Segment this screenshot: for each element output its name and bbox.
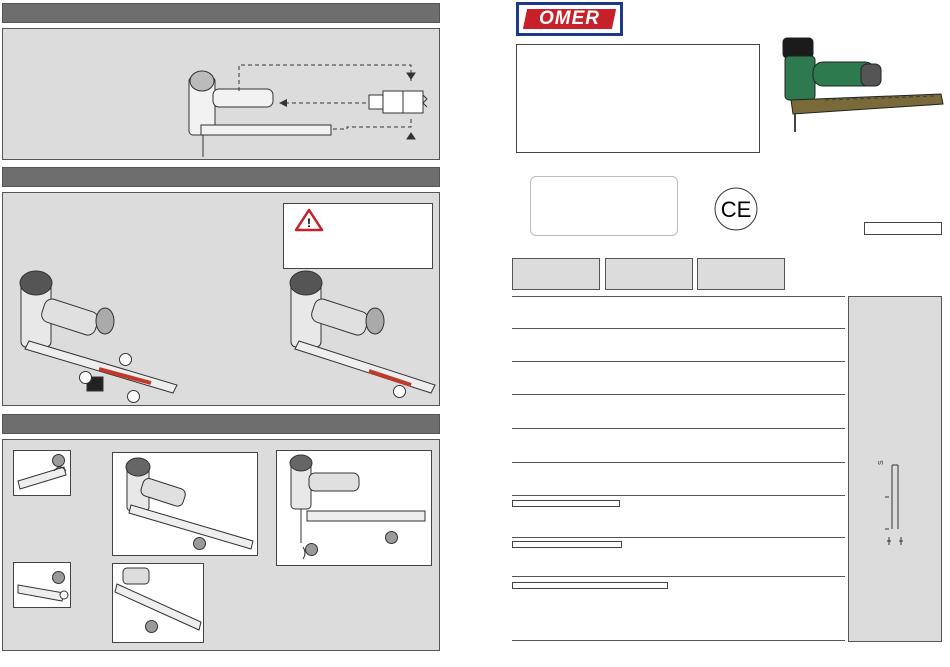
product-description-box (516, 44, 760, 153)
spec-row-divider (512, 462, 845, 463)
step-marker (52, 454, 65, 467)
svg-text:CE: CE (720, 197, 752, 222)
spec-row-divider (512, 296, 845, 297)
code-box (864, 222, 942, 235)
step-marker (127, 390, 140, 403)
spec-row-divider (512, 328, 845, 329)
staple-diagram-icon (849, 297, 943, 643)
magazine-loading-diagrams (3, 193, 441, 407)
omer-logo (516, 2, 623, 36)
svg-text:!: ! (307, 216, 311, 230)
spec-label-box (512, 500, 620, 507)
ce-mark-icon (714, 187, 758, 231)
spec-row-divider (512, 361, 845, 362)
step-marker (119, 353, 132, 366)
adjustment-panel (2, 439, 440, 651)
logo-text: OMER (539, 8, 600, 29)
detail-box-3 (112, 452, 258, 556)
detail-box-4 (112, 563, 204, 643)
spec-row-divider (512, 640, 845, 641)
detail-box-5 (276, 450, 432, 566)
section-header-1 (2, 3, 440, 23)
section-header-3 (2, 414, 440, 434)
connection-panel (2, 28, 440, 160)
spec-row-divider (512, 495, 845, 496)
step-marker (305, 543, 318, 556)
staple-sidebar (848, 296, 942, 642)
loading-panel (2, 192, 440, 406)
approval-box (530, 176, 678, 236)
detail-box-1 (13, 450, 71, 496)
spec-tab-2 (605, 258, 693, 290)
spec-row-divider (512, 428, 845, 429)
step-marker (193, 537, 206, 550)
spec-tab-1 (512, 258, 600, 290)
spec-row-divider (512, 394, 845, 395)
step-marker (79, 371, 92, 384)
svg-text:S: S (878, 460, 885, 465)
step-marker (393, 385, 406, 398)
step-marker (385, 531, 398, 544)
detail-box-2 (13, 562, 71, 608)
step-marker (52, 571, 65, 584)
step-marker (145, 620, 158, 633)
stapler-product-image (765, 20, 945, 145)
spec-tab-3 (697, 258, 785, 290)
spec-label-box (512, 541, 622, 548)
air-connection-diagram (3, 29, 441, 161)
spec-row-divider (512, 576, 845, 577)
spec-row-divider (512, 537, 845, 538)
spec-label-box (512, 582, 668, 589)
section-header-2 (2, 167, 440, 187)
